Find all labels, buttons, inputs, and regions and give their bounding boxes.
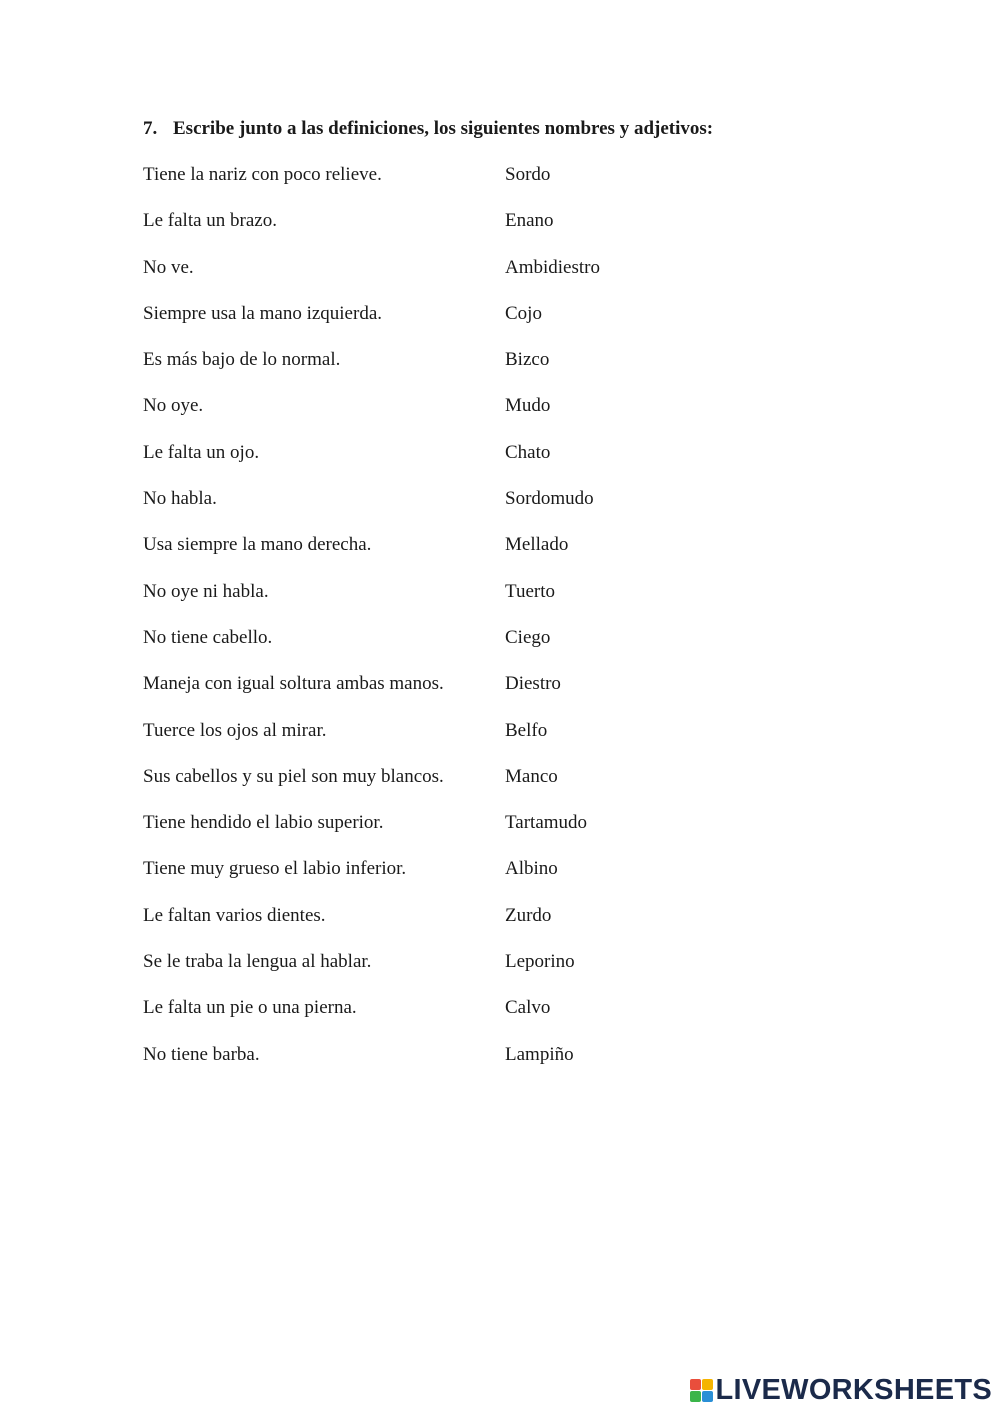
word-option: Mudo	[505, 395, 551, 417]
definition-text: Le falta un brazo.	[143, 210, 277, 232]
definition-text: No oye ni habla.	[143, 580, 269, 602]
word-option: Chato	[505, 441, 551, 463]
exercise-instruction: Escribe junto a las definiciones, los siguientes nombres y adjetivos:	[173, 118, 714, 139]
definition-row	[143, 1044, 843, 1090]
word-option: Manco	[505, 765, 558, 787]
definition-text: Le faltan varios dientes.	[143, 904, 326, 926]
word-option: Ciego	[505, 626, 551, 648]
definition-row	[143, 442, 843, 488]
logo-square	[702, 1379, 713, 1390]
liveworksheets-logo-icon	[690, 1379, 713, 1402]
definition-text: No habla.	[143, 488, 217, 510]
definition-row	[143, 303, 843, 349]
definition-text: No tiene barba.	[143, 1043, 260, 1065]
logo-square	[690, 1391, 701, 1402]
definition-text: No ve.	[143, 256, 194, 278]
definition-row	[143, 720, 843, 766]
definition-row	[143, 627, 843, 673]
word-option: Enano	[505, 210, 554, 232]
word-option: Cojo	[505, 302, 542, 324]
definition-text: Es más bajo de lo normal.	[143, 349, 341, 371]
brand-text: LIVEWORKSHEETS	[715, 1374, 992, 1406]
word-option: Mellado	[505, 534, 569, 556]
definition-row	[143, 766, 843, 812]
exercise-heading	[143, 118, 713, 140]
word-option: Bizco	[505, 349, 550, 371]
word-option: Tuerto	[505, 580, 555, 602]
word-option: Belfo	[505, 719, 548, 741]
definition-row	[143, 257, 843, 303]
definition-text: Le falta un ojo.	[143, 441, 260, 463]
definition-row	[143, 581, 843, 627]
logo-square	[690, 1379, 701, 1390]
word-option: Lampiño	[505, 1043, 574, 1065]
definition-text: Se le traba la lengua al hablar.	[143, 951, 372, 973]
definition-row	[143, 395, 843, 441]
definition-row	[143, 951, 843, 997]
definition-row	[143, 905, 843, 951]
definition-row	[143, 164, 843, 210]
definition-row	[143, 349, 843, 395]
definition-text: Siempre usa la mano izquierda.	[143, 302, 383, 324]
definition-row	[143, 534, 843, 580]
word-option: Zurdo	[505, 904, 552, 926]
definition-text: Tuerce los ojos al mirar.	[143, 719, 327, 741]
word-option: Albino	[505, 858, 558, 880]
definition-row	[143, 997, 843, 1043]
definition-row	[143, 858, 843, 904]
logo-square	[702, 1391, 713, 1402]
definition-row	[143, 812, 843, 858]
word-option: Calvo	[505, 997, 551, 1019]
definition-text: No tiene cabello.	[143, 626, 273, 648]
definition-text: Maneja con igual soltura ambas manos.	[143, 673, 444, 695]
liveworksheets-brand	[690, 1374, 993, 1407]
definition-text: Usa siempre la mano derecha.	[143, 534, 372, 556]
definition-text: Tiene muy grueso el labio inferior.	[143, 858, 407, 880]
definition-text: Le falta un pie o una pierna.	[143, 997, 357, 1019]
word-option: Diestro	[505, 673, 561, 695]
definition-text: Tiene hendido el labio superior.	[143, 812, 384, 834]
definitions-list	[143, 164, 843, 1090]
word-option: Ambidiestro	[505, 256, 600, 278]
word-option: Sordo	[505, 164, 551, 185]
exercise-number: 7.	[143, 118, 158, 139]
definition-text: No oye.	[143, 395, 204, 417]
definition-row	[143, 673, 843, 719]
definition-text: Sus cabellos y su piel son muy blancos.	[143, 765, 444, 787]
definition-row	[143, 488, 843, 534]
word-option: Sordomudo	[505, 488, 594, 510]
word-option: Leporino	[505, 951, 575, 973]
definition-text: Tiene la nariz con poco relieve.	[143, 164, 382, 185]
definition-row	[143, 210, 843, 256]
word-option: Tartamudo	[505, 812, 588, 834]
